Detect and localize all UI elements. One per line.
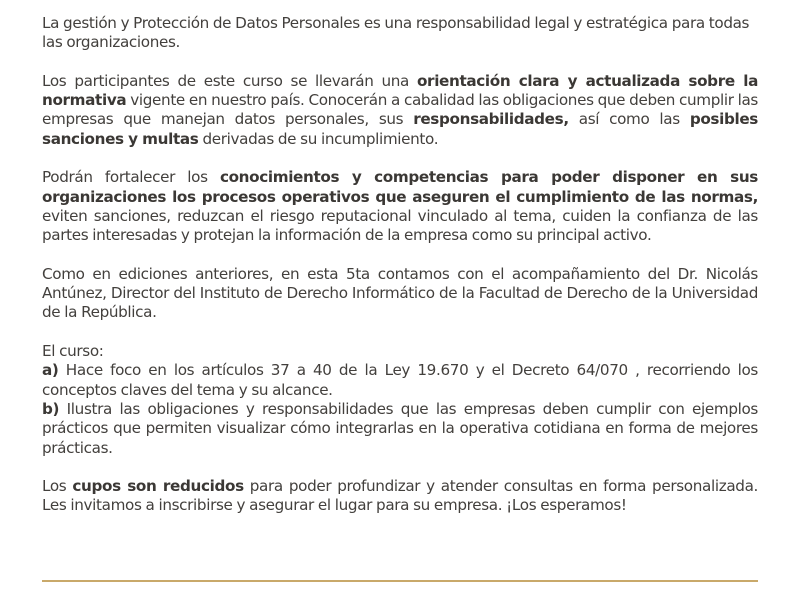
body-text: vigente en nuestro país. Conocerán a cabalidad las obligaciones que deben cumplir las empresas que manejan datos personales, sus [42,91,758,129]
body-text: El curso: [42,342,104,361]
bold-text: a) [42,361,59,380]
body-text: Los participantes de este curso se llevarán una [42,71,417,90]
paragraph-2 [42,72,758,149]
paragraph-3 [42,168,758,245]
bold-text: cupos son reducidos [72,477,244,496]
paragraph-4 [42,265,758,323]
body-text: La gestión y Protección de Datos Personales es una responsabilidad legal y estratégica para todas las organizaciones. [42,14,750,52]
body-text: derivadas de su incumplimiento. [198,129,439,148]
body-text: así como las [568,110,690,129]
body-text: Hace foco en los artículos 37 a 40 de la Ley 19.670 y el Decreto 64/070 , recorriendo los conceptos claves del tema y su alcance. [42,361,758,399]
body-text: Podrán fortalecer los [42,168,220,187]
body-text: Como en ediciones anteriores, en esta 5ta contamos con el acompañamiento del Dr. Nicolás Antúnez, Director del Instituto de Derecho Informático de la Facultad de Derecho de la Universidad de la República. [42,264,758,322]
divider-line [42,580,758,582]
body-text: para poder profundizar y atender consultas en forma personalizada. Les invitamos a inscribirse y asegurar el lugar para su empresa. ¡Los esperamos! [42,477,758,515]
body-text: Los [42,477,73,496]
body-text: Ilustra las obligaciones y responsabilidades que las empresas deben cumplir con ejemplos prácticos que permiten visualizar cómo integrarlas en la operativa cotidiana en forma de mejores prácticas. [42,399,758,457]
course-description [42,14,758,535]
paragraph-5 [42,342,758,458]
bold-text: responsabilidades, [413,110,569,129]
body-text: eviten sanciones, reduzcan el riesgo reputacional vinculado al tema, cuiden la confianza de las partes interesadas y protejan la información de la empresa como su principal activo. [42,206,758,245]
paragraph-1 [42,14,758,53]
bold-text: orientación clara y actualizada sobre la normativa [42,71,758,110]
bold-text: conocimientos y competencias para poder disponer en sus organizaciones los procesos operativos que aseguren el cumplimiento de las normas, [42,168,758,206]
paragraph-6 [42,477,758,516]
bold-text: posibles sanciones y multas [42,110,758,148]
bold-text: b) [42,399,60,418]
